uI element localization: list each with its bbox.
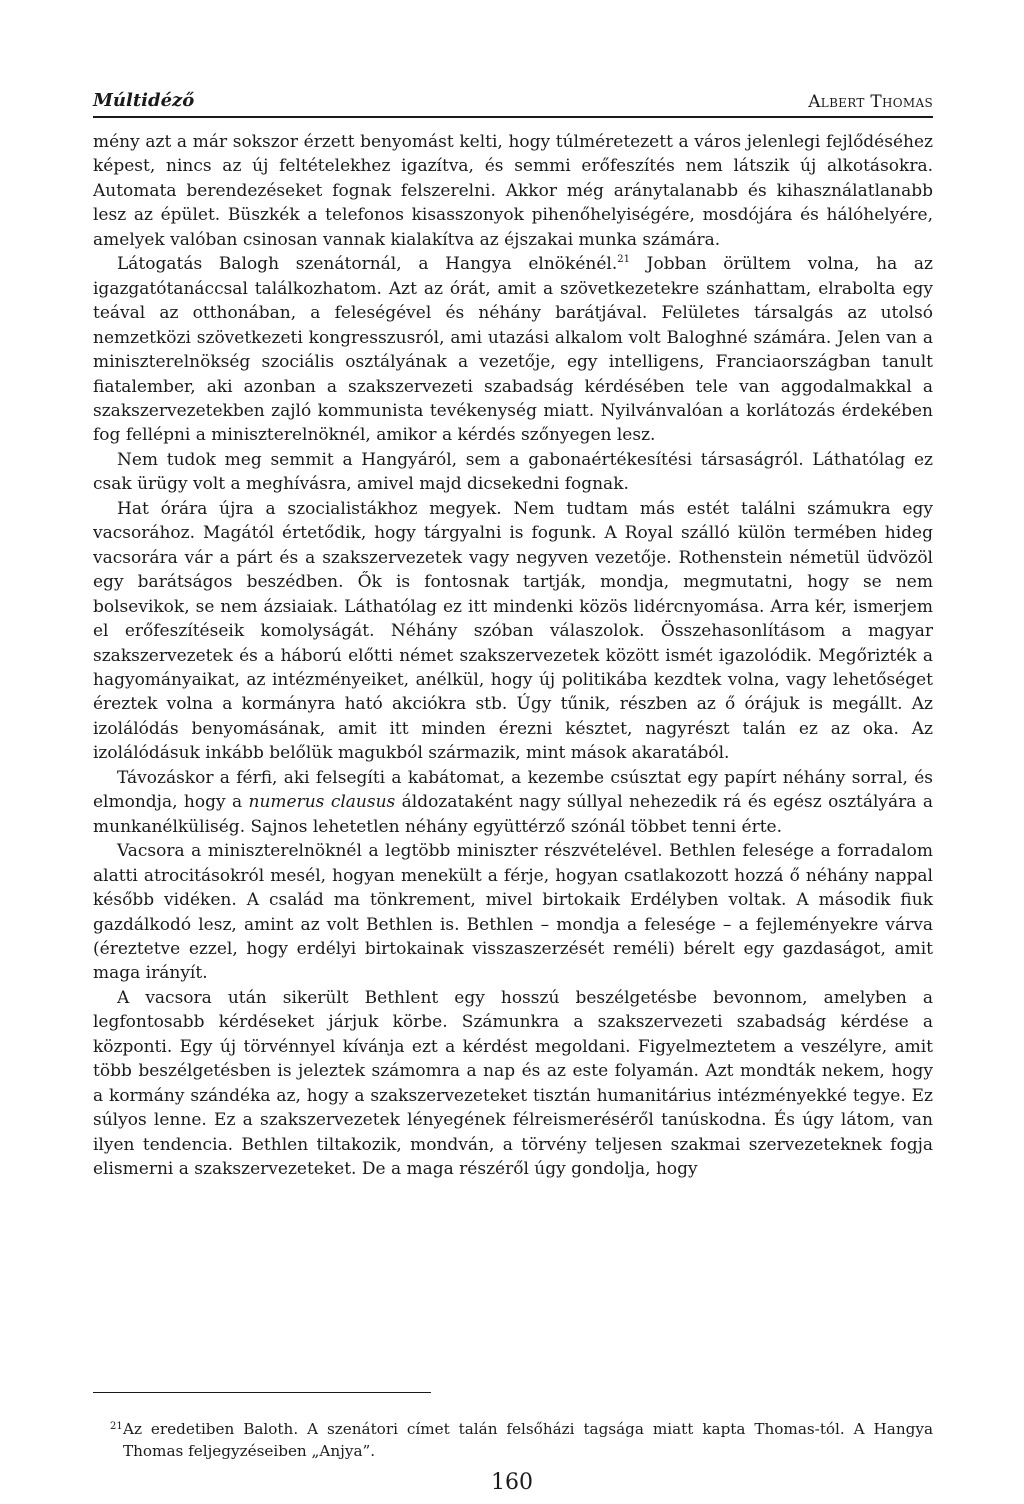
footnote-ref: 21 bbox=[617, 254, 630, 266]
paragraph: A vacsora után sikerült Bethlent egy hosszú beszélgetésbe bevonnom, amelyben a legfontosabb kérdéseket járjuk körbe. Számunkra a szakszervezeti szabadság kérdése a központi. Egy új törvénnyel kívánja ezt a kérdést megoldani. Figyelmeztetem a veszélyre, amit több beszélgetésben is jeleztek számomra a nap és az este folyamán. Azt mondták nekem, hogy a kormány szándéka az, hogy a szakszervezeteket tisztán humanitárius intézményekké tegye. Ez súlyos lenne. Ez a szakszervezetek lényegének félreismeréséről tanúskodna. És úgy látom, van ilyen tendencia. Bethlen tiltakozik, mondván, a törvény teljesen szakmai szervezeteknek fogja elismerni a szakszervezeteket. De a maga részéről úgy gondolja, hogy bbox=[93, 987, 933, 1180]
footnote-text: Az eredetiben Baloth. A szenátori címet talán felsőházi tagsága miatt kapta Thomas-tól. A Hangya Thomas feljegyzéseiben „Anjya”. bbox=[123, 1420, 933, 1460]
paragraph-text: áldozataként nagy súllyal nehezedik rá és egész osztályára a munkanélküliség. Sajnos lehetetlen néhány együttérző szónál többet tenni érte. bbox=[93, 792, 933, 837]
footnote-number: 21 bbox=[110, 1421, 123, 1432]
journal-title: Múltidéző bbox=[93, 90, 195, 111]
paragraph: Hat órára újra a szocialistákhoz megyek. Nem tudtam más estét találni számukra egy vacsorához. Magától értetődik, hogy tárgyalni is fogunk. A Royal szálló külön termében hideg vacsorára vár a párt és a szakszervezetek vagy negyven vezetője. Rothenstein németül üdvözöl egy barátságos beszédben. Ők is fontosnak tartják, mondja, megmutatni, hogy se nem bolsevikok, se nem ázsiaiak. Láthatólag ez itt mindenki közös lidércnyomása. Arra kér, ismerjem el erőfeszítéseik komolyságát. Néhány szóban válaszolok. Összehasonlításom a magyar szakszervezetek és a háború előtti német szakszervezetek között ismét igazolódik. Megőrizték a hagyományaikat, az intézményeiket, anélkül, hogy új politikába kezdtek volna, vagy lehetőséget éreztek volna a kormányra ható akciókra stb. Úgy tűnik, részben az ő órájuk is megállt. Az izolálódás benyomásának, amit itt minden érezni késztet, nagyrészt talán ez az oka. Az izolálódásuk inkább belőlük magukból származik, mint mások akaratából. bbox=[93, 498, 933, 764]
footnote-rule bbox=[93, 1392, 431, 1393]
paragraph-text: Távozáskor a férfi, aki felsegíti a kabátomat, a kezembe csúsztat egy papírt néhány sorral, és elmondja, hogy a bbox=[93, 767, 933, 813]
paragraph: Vacsora a miniszterelnöknél a legtöbb miniszter részvételével. Bethlen felesége a forradalom alatti atrocitásokról mesél, hogyan menekült a férje, hogyan csatlakozott hozzá ő néhány nappal később vidéken. A család ma tönkrement, mivel birtokaik Erdélyben voltak. A második fiuk gazdálkodó lesz, amint az volt Bethlen is. Bethlen – mondja a felesége – a fejleményekre várva (éreztetve ezzel, hogy erdélyi birtokainak visszaszerzését reméli) bérelt egy gazdaságot, amit maga irányít. bbox=[93, 841, 933, 984]
paragraph-visit bbox=[93, 252, 933, 448]
paragraph: Nem tudok meg semmit a Hangyáról, sem a gabonaértékesítési társaságról. Láthatólag ez csak ürügy volt a meghívásra, amivel majd dicsekedni fognak. bbox=[93, 449, 933, 495]
paragraph-text: Jobban örültem volna, ha az igazgatótanáccsal találkozhatom. Azt az órát, amit a szövetkezetekre szánhattam, elrabolta egy teával az otthonában, a feleségével és néhány barátjával. Felületes társalgás az utolsó nemzetközi szövetkezeti kongresszusról, ami utazási alkalom volt Baloghné számára. Jelen van a miniszterelnökség szociális osztályának a vezetője, egy intelligens, Franciaországban tanult fiatalember, aki azonban a szakszervezeti szabadság kérdésében tele van aggodalmakkal a szakszervezetekben zajló kommunista tevékenység miatt. Nyilvánvalóan a korlátozás érdekében fog fellépni a miniszterelnöknél, amikor a kérdés szőnyegen lesz. bbox=[93, 254, 933, 446]
visit-heading: Látogatás Balogh szenátornál, a Hangya elnökénél. bbox=[117, 254, 618, 275]
page-number: 160 bbox=[491, 1470, 533, 1495]
author-name: Albert Thomas bbox=[808, 92, 933, 112]
numerus-clausus-term: numerus clausus bbox=[248, 792, 396, 813]
paragraph: mény azt a már sokszor érzett benyomást kelti, hogy túlméretezett a város jelenlegi fejlődéséhez képest, nincs az új feltételekhez igazítva, és semmi erőfeszítés nem látszik új alkotásokra. Automata berendezéseket fognak felszerelni. Akkor még aránytalanabb és kihasználatlanabb lesz az épület. Büszkék a telefonos kisasszonyok pihenőhelyiségére, mosdójára és hálóhelyére, amelyek valóban csinosan vannak kialakítva az éjszakai munka számára. bbox=[93, 132, 933, 250]
main-text bbox=[93, 130, 933, 1181]
running-header bbox=[93, 84, 933, 118]
paragraph-numerus bbox=[93, 766, 933, 839]
footnote bbox=[93, 1418, 933, 1462]
